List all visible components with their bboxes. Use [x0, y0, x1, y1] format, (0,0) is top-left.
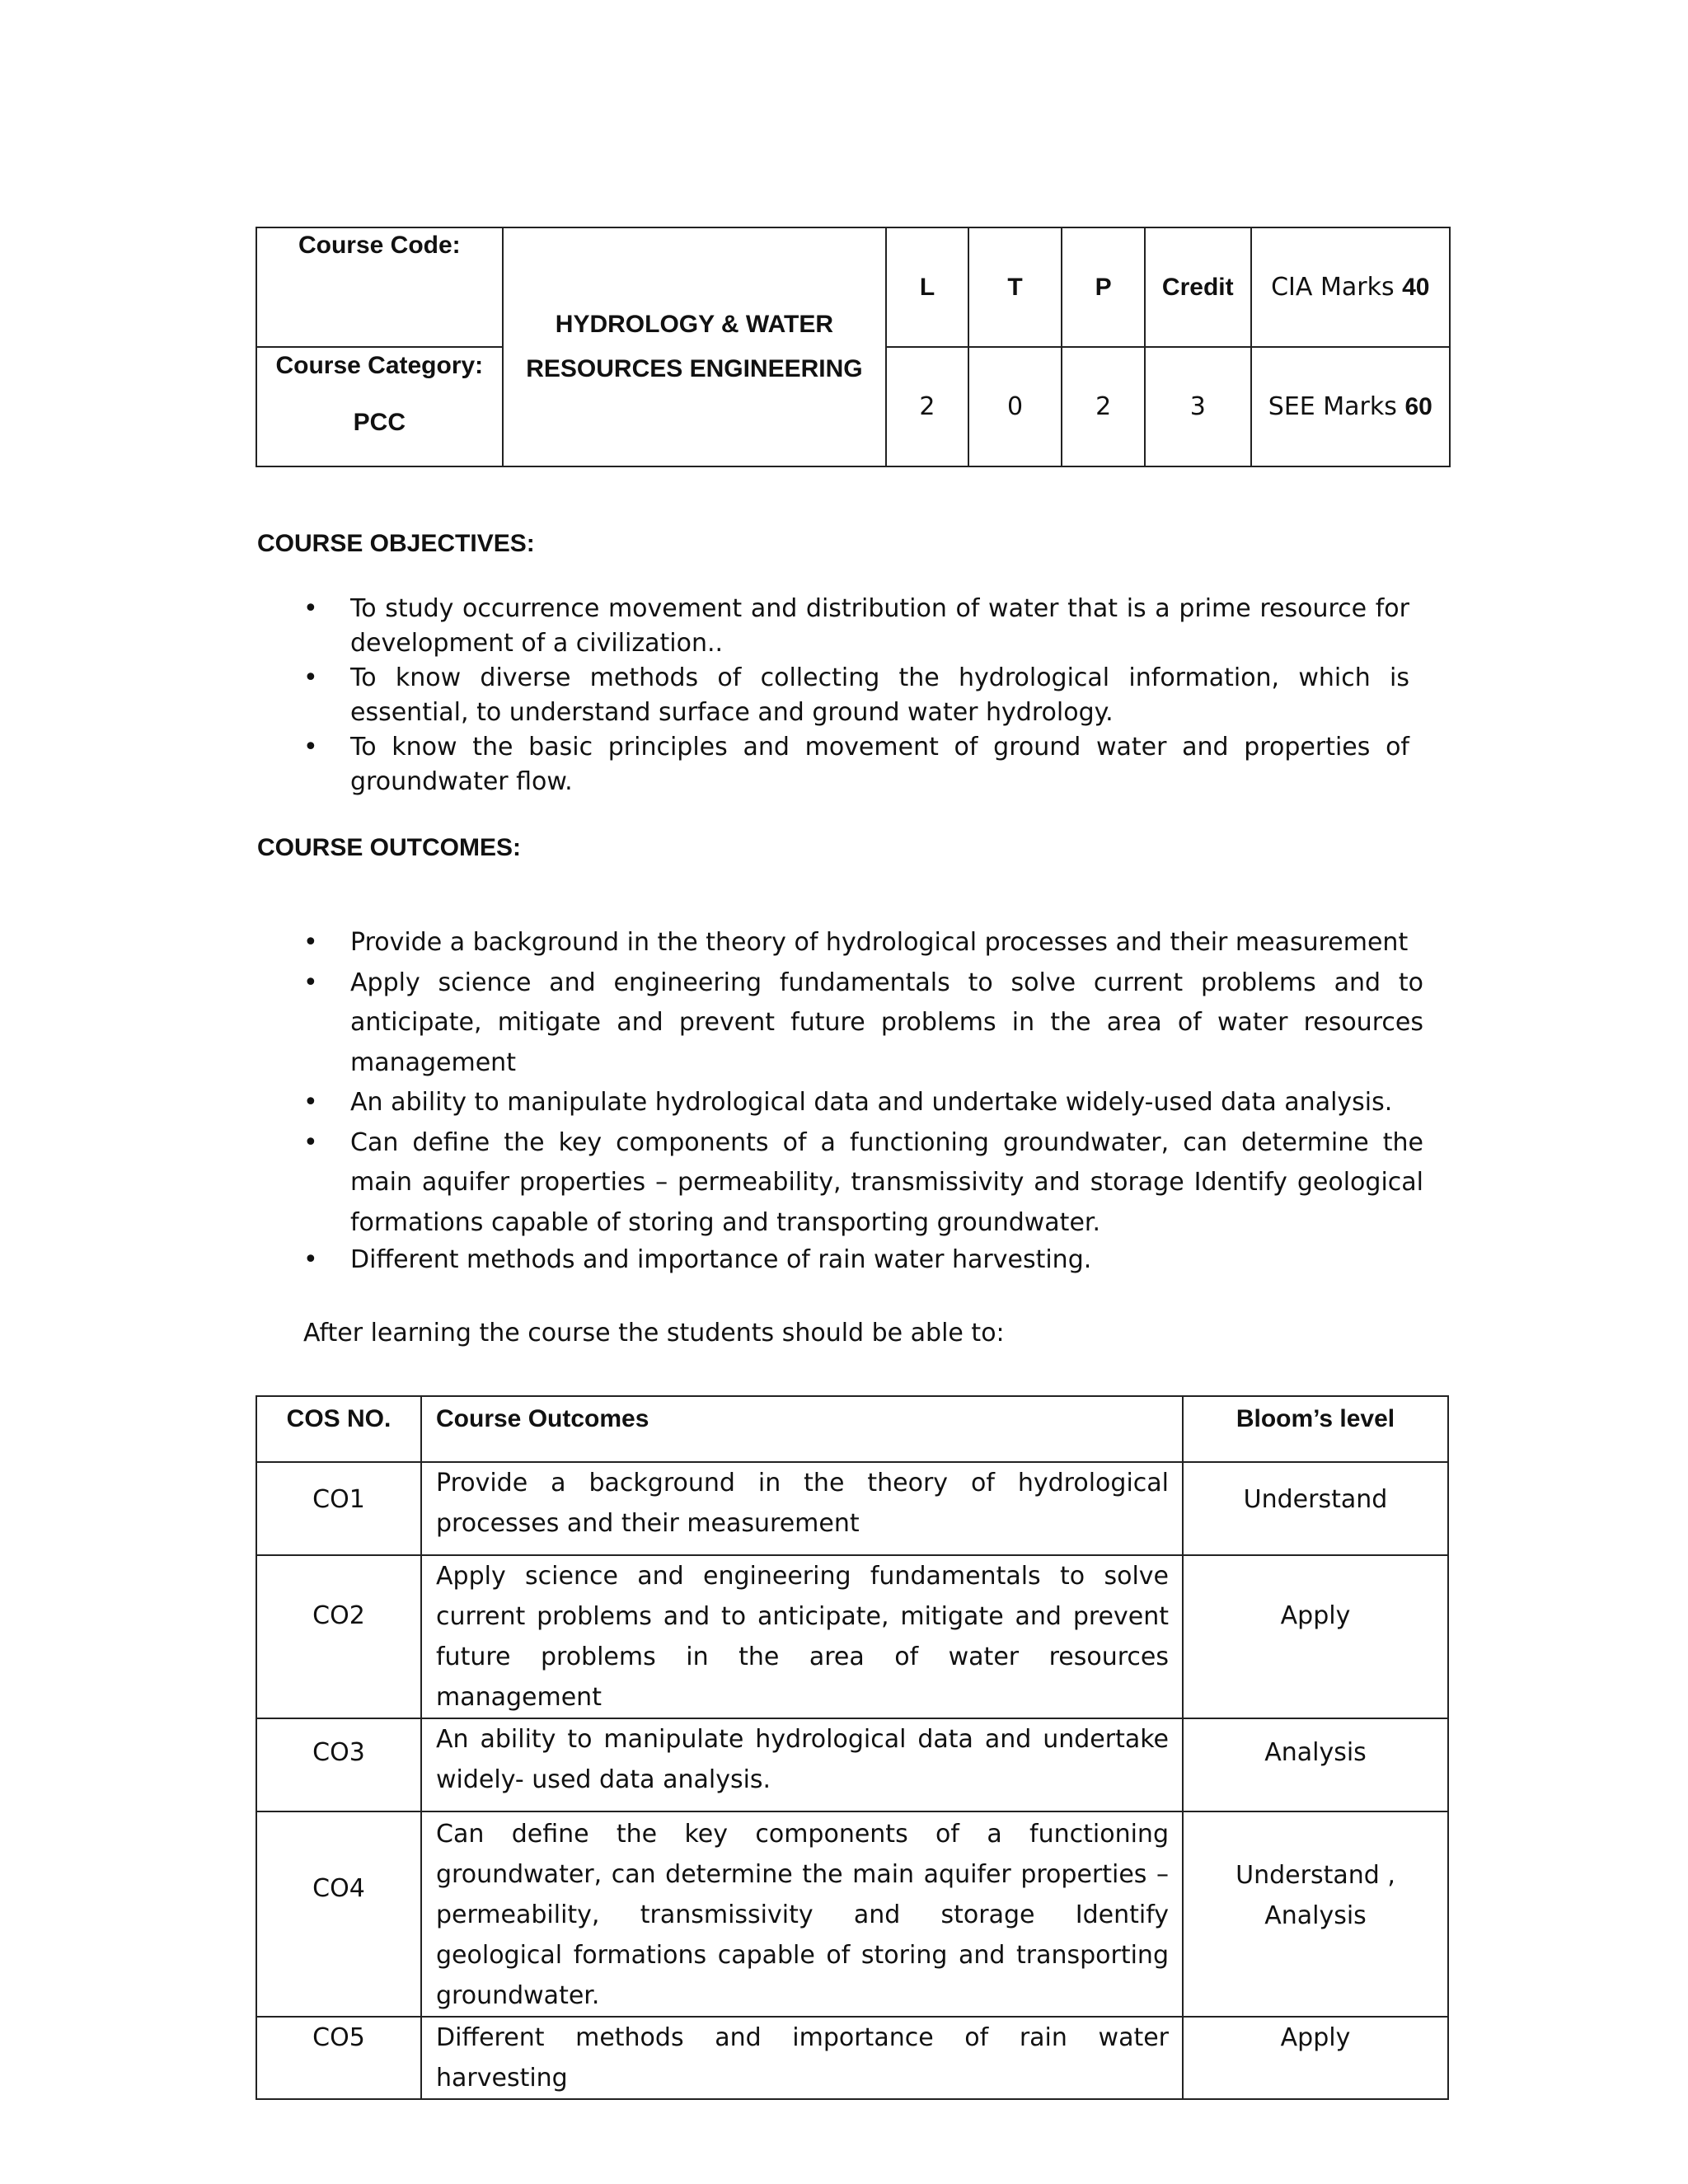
bullet-icon: •: [303, 594, 318, 623]
co-number: CO5: [256, 2017, 421, 2099]
outcome-text: Different methods and importance of rain water harvesting.: [350, 1245, 1092, 1274]
table-row: [256, 1718, 1448, 1811]
table-row: [256, 1462, 1448, 1555]
col-t-value: 0: [1007, 392, 1024, 421]
course-title-line2: RESOURCES ENGINEERING: [526, 355, 863, 382]
course-title-cell: [503, 227, 887, 466]
col-header-blooms-level: Bloom’s level: [1183, 1396, 1448, 1462]
col-t-header: [968, 227, 1062, 347]
course-header-table: [256, 227, 1451, 467]
co-outcome: Different methods and importance of rain water harvesting: [421, 2017, 1183, 2099]
outcome-text: Apply science and engineering fundamentals to solve current problems and to anticipate, mitigate and prevent future problems in the area of water resources management: [350, 968, 1423, 1077]
objectives-list: [297, 592, 1409, 799]
list-item: [297, 1243, 1423, 1277]
outcomes-list: [297, 923, 1423, 1277]
co-level: Understand , Analysis: [1183, 1811, 1448, 2017]
cia-marks-cell: [1251, 227, 1450, 347]
col-credit-header: [1145, 227, 1251, 347]
co-outcome: Apply science and engineering fundamentals to solve current problems and to anticipate, mitigate and prevent future problems in the area of water resources management: [421, 1555, 1183, 1718]
col-l-label: L: [919, 273, 935, 301]
list-item: [297, 1083, 1423, 1123]
col-p-value: 2: [1095, 392, 1112, 421]
co-outcome: Can define the key components of a functioning groundwater, can determine the main aquifer properties – permeability, transmissivity and storage Identify geological formations capable of storing and transporting groundwater.: [421, 1811, 1183, 2017]
list-item: [297, 1123, 1423, 1244]
co-number: CO4: [256, 1811, 421, 2017]
list-item: [297, 592, 1409, 661]
col-p-label: P: [1095, 273, 1112, 301]
list-item: [297, 963, 1423, 1084]
list-item: [297, 661, 1409, 730]
cia-marks-value: 40: [1402, 274, 1430, 301]
co-level: Analysis: [1183, 1718, 1448, 1811]
intro-line: After learning the course the students should be able to:: [303, 1319, 1005, 1347]
outcome-text: Provide a background in the theory of hydrological processes and their measurement: [350, 928, 1409, 957]
co-number: CO2: [256, 1555, 421, 1718]
outcomes-heading: COURSE OUTCOMES:: [257, 834, 522, 861]
course-category-cell: [256, 347, 503, 466]
co-outcome: An ability to manipulate hydrological data and undertake widely- used data analysis.: [421, 1718, 1183, 1811]
see-marks-label: SEE Marks: [1268, 392, 1397, 421]
co-outcome: Provide a background in the theory of hydrological processes and their measurement: [421, 1462, 1183, 1555]
bullet-icon: •: [303, 968, 318, 997]
outcome-text: An ability to manipulate hydrological data and undertake widely-used data analysis.: [350, 1088, 1393, 1117]
col-t-value-cell: [968, 347, 1062, 466]
course-category-label: Course Category:: [275, 352, 484, 379]
bullet-icon: •: [303, 928, 318, 957]
bullet-icon: •: [303, 1127, 318, 1157]
objective-text: To know diverse methods of collecting the hydrological information, which is essential, to understand surface and ground water hydrology.: [350, 663, 1409, 727]
col-l-value: 2: [919, 392, 935, 421]
cia-marks-label: CIA Marks: [1271, 273, 1395, 302]
col-p-header: [1062, 227, 1145, 347]
co-level: Understand: [1183, 1462, 1448, 1555]
see-marks-cell: [1251, 347, 1450, 466]
list-item: [297, 730, 1409, 799]
see-marks-value: 60: [1404, 393, 1432, 420]
co-number: CO3: [256, 1718, 421, 1811]
col-credit-value: 3: [1189, 392, 1206, 421]
course-category-value: PCC: [353, 409, 406, 436]
objective-text: To study occurrence movement and distribution of water that is a prime resource for development of a civilization..: [350, 594, 1409, 658]
course-code-cell: [256, 227, 503, 347]
col-header-course-outcomes: Course Outcomes: [421, 1396, 1183, 1462]
col-credit-value-cell: [1145, 347, 1251, 466]
bullet-icon: •: [303, 733, 318, 762]
col-credit-label: Credit: [1161, 273, 1234, 301]
bullet-icon: •: [303, 1245, 318, 1274]
course-title-line1: HYDROLOGY & WATER: [555, 311, 834, 338]
table-row: [256, 1555, 1448, 1718]
co-level: Apply: [1183, 1555, 1448, 1718]
col-l-value-cell: [886, 347, 968, 466]
col-l-header: [886, 227, 968, 347]
co-number: CO1: [256, 1462, 421, 1555]
course-outcomes-table: [256, 1395, 1449, 2100]
objectives-heading: COURSE OBJECTIVES:: [257, 530, 535, 557]
co-level: Apply: [1183, 2017, 1448, 2099]
col-p-value-cell: [1062, 347, 1145, 466]
objective-text: To know the basic principles and movement of ground water and properties of groundwater flow.: [350, 733, 1409, 796]
course-code-label: Course Code:: [298, 232, 461, 259]
bullet-icon: •: [303, 663, 318, 692]
col-header-cos-no: COS NO.: [256, 1396, 421, 1462]
table-row: [256, 1811, 1448, 2017]
outcome-text: Can define the key components of a functioning groundwater, can determine the main aquifer properties – permeability, transmissivity and storage Identify geological formations capable of storing and transporting groundwater.: [350, 1127, 1423, 1237]
col-t-label: T: [1007, 273, 1023, 301]
table-row: [256, 2017, 1448, 2099]
list-item: [297, 923, 1423, 963]
bullet-icon: •: [303, 1088, 318, 1117]
